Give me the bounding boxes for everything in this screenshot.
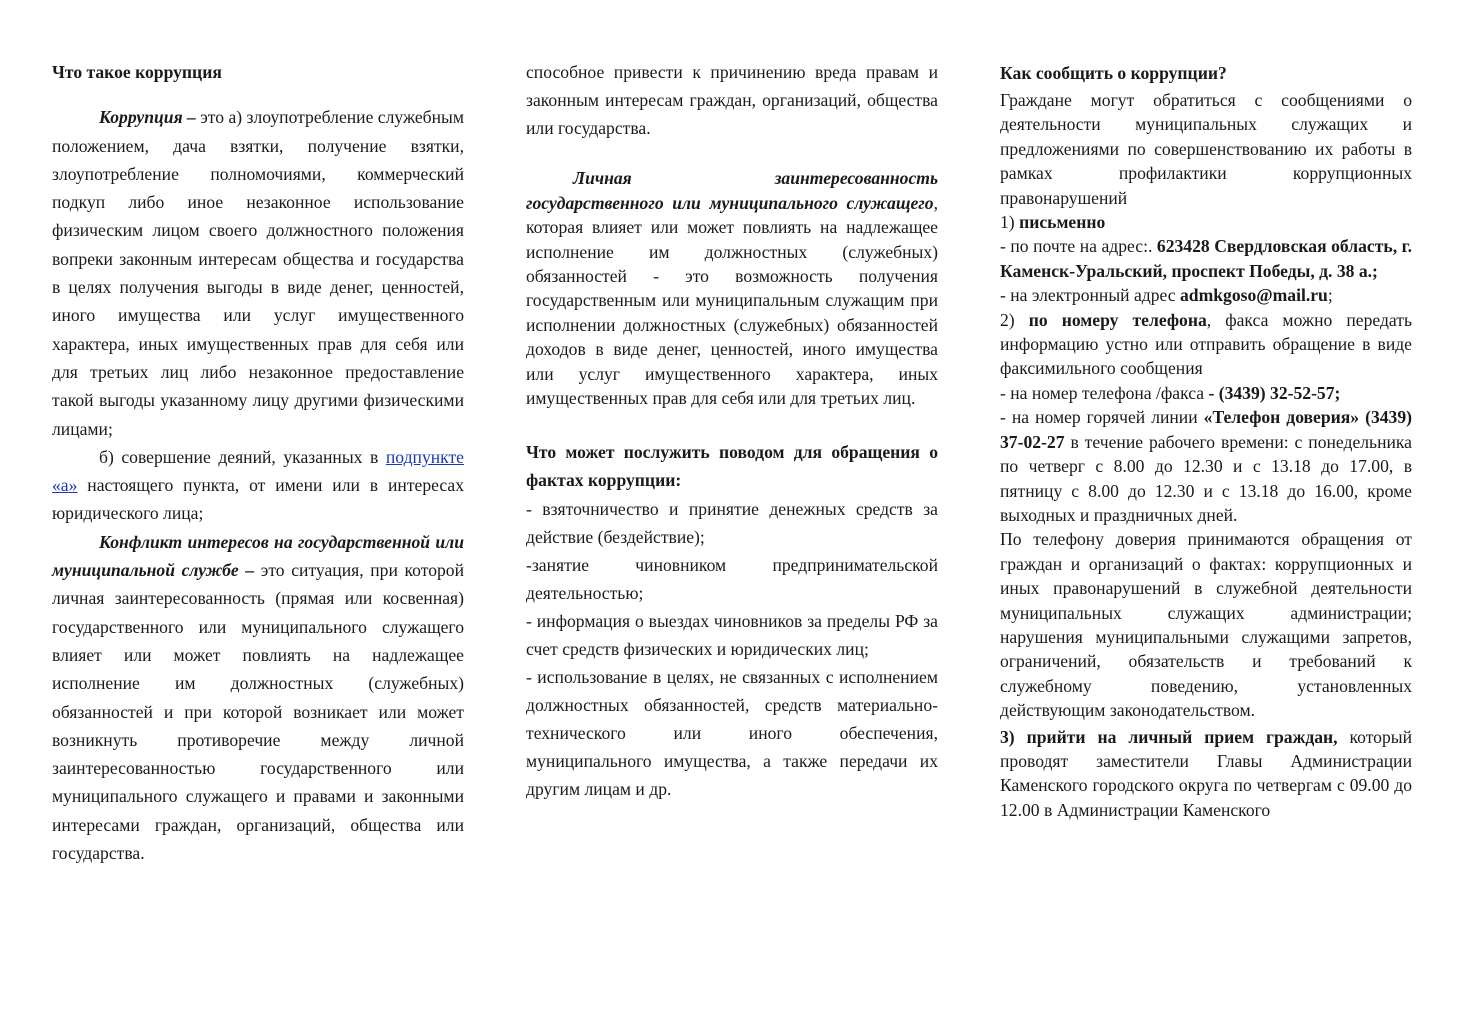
email-label: - на электронный адрес bbox=[1000, 285, 1180, 306]
postal-address bbox=[1000, 234, 1412, 283]
term-conflict-of-interest: Конфликт интересов на государственной или муниципальной службе – bbox=[52, 531, 464, 581]
heading-what-is-corruption: Что такое коррупция bbox=[52, 62, 222, 82]
postal-address-value: 623428 Свердловская область, г. Каменск-Уральский, проспект Победы, д. 38 а.; bbox=[1000, 236, 1413, 281]
list-item: - взяточничество и принятие денежных средств за действие (бездействие); bbox=[526, 498, 938, 547]
term-corruption: Коррупция – bbox=[99, 107, 196, 128]
paragraph-trust-line: По телефону доверия принимаются обращения от граждан и организаций о фактах: коррупционных и иных правонарушений в служебной деятельности муниципальных служащих администрации; нарушения муниципальными служащими запретов, ограничений, обязательств и требований к служебному поведению, установленных действующим законодательством. bbox=[1000, 529, 1412, 721]
text-conflict-definition: это ситуация, при которой личная заинтересованность (прямая или косвенная) государственного или муниципального служащего влияет или может повлиять на надлежащее исполнение им должностных (служебных) обязанностей и при которой возникает или может возникнуть противоречие между личной заинтересованностью государственного или муниципального служащего и правами и законными интересами граждан, организаций, общества или государства. bbox=[52, 560, 464, 864]
postal-label: - по почте на адрес:. bbox=[1000, 236, 1157, 257]
method-written bbox=[1000, 210, 1412, 234]
hotline-line bbox=[1000, 405, 1412, 527]
list-item: - использование в целях, не связанных с исполнением должностных обязанностей, средств материально-технического или иного обеспечения, муниципального имущества, а также передачи их другим лицам и др. bbox=[526, 667, 938, 800]
method-number: 1) bbox=[1000, 212, 1020, 233]
column-left bbox=[52, 58, 464, 867]
paragraph-subpoint-b bbox=[52, 443, 464, 528]
paragraph-intro: Граждане могут обратиться с сообщениями о деятельности муниципальных служащих и предложениями по совершенствованию их работы в рамках профилактики коррупционных правонарушений bbox=[1000, 90, 1412, 208]
method-phone bbox=[1000, 308, 1412, 381]
method-number: 2) bbox=[1000, 309, 1029, 330]
phone-value: - (3439) 32-52-57; bbox=[1208, 382, 1341, 403]
hotline-label: - на номер горячей линии bbox=[1000, 407, 1204, 428]
method-label: письменно bbox=[1019, 212, 1106, 233]
phone-label: - на номер телефона /факса bbox=[1000, 382, 1209, 403]
email-punct: ; bbox=[1327, 285, 1333, 306]
list-item: -занятие чиновником предпринимательской деятельностью; bbox=[526, 554, 938, 603]
method-label: 3) прийти на личный прием граждан, bbox=[1000, 726, 1338, 747]
paragraph-conflict-of-interest bbox=[52, 528, 464, 868]
paragraph-corruption-definition bbox=[52, 103, 464, 443]
method-label: по номеру телефона bbox=[1028, 309, 1207, 330]
heading-reasons-for-appeal: Что может послужить поводом для обращения о фактах коррупции: bbox=[526, 442, 938, 491]
email-value: admkgoso@mail.ru bbox=[1180, 285, 1328, 306]
text-personal-interest: , которая влияет или может повлиять на надлежащее исполнение им должностных (служебных) обязанностей - это возможность получения государственным или муниципальным служащим при исполнении должностных (служебных) обязанностей доходов в виде денег, ценностей, иного имущества или услуг имущественного характера, иных имущественных прав для себя или для третьих лиц. bbox=[526, 192, 938, 408]
email-line bbox=[1000, 283, 1412, 307]
paragraph-personal-interest bbox=[526, 166, 938, 410]
phone-fax-line bbox=[1000, 381, 1412, 405]
column-middle bbox=[526, 58, 938, 804]
text-subpoint-b-pre: б) совершение деяний, указанных в bbox=[99, 446, 386, 467]
heading-how-to-report: Как сообщить о коррупции? bbox=[1000, 63, 1227, 83]
method-visit-text: который проводят заместители Главы Администрации Каменского городского округа по четвергам с 09.00 до 12.00 в Администрации Каменского bbox=[1000, 726, 1412, 820]
link-subpoint-a[interactable]: подпункте «а» bbox=[52, 446, 464, 496]
hotline-hours: в течение рабочего времени: с понедельника по четверг с 8.00 до 12.30 и с 13.18 до 17.00, в пятницу с 8.00 до 12.30 и с 13.18 до 16.00, кроме выходных и праздничных дней. bbox=[1000, 431, 1412, 525]
text-subpoint-b-post: настоящего пункта, от имени или в интересах юридического лица; bbox=[52, 475, 464, 524]
column-right bbox=[1000, 58, 1412, 822]
list-item: - информация о выездах чиновников за пределы РФ за счет средств физических и юридических лиц; bbox=[526, 610, 938, 659]
method-personal-visit bbox=[1000, 725, 1412, 823]
term-personal-interest: Личная заинтересованность государственного или муниципального служащего bbox=[526, 168, 938, 213]
hotline-value: «Телефон доверия» (3439) 37-02-27 bbox=[1000, 407, 1413, 452]
method-phone-text: , факса можно передать информацию устно или отправить обращение в виде факсимильного сообщения bbox=[1000, 309, 1412, 379]
paragraph-continuation: способное привести к причинению вреда правам и законным интересам граждан, организаций, общества или государства. bbox=[526, 62, 938, 139]
text-corruption-definition: это а) злоупотребление служебным положением, дача взятки, получение взятки, злоупотребление полномочиями, коммерческий подкуп либо иное незаконное использование физическим лицом своего должностного положения вопреки законным интересам общества и государства в целях получения выгоды в виде денег, ценностей, иного имущества или услуг имущественного характера, иных имущественных прав для себя или для третьих лиц либо незаконное предоставление такой выгоды указанному лицу другими физическими лицами; bbox=[52, 107, 465, 439]
